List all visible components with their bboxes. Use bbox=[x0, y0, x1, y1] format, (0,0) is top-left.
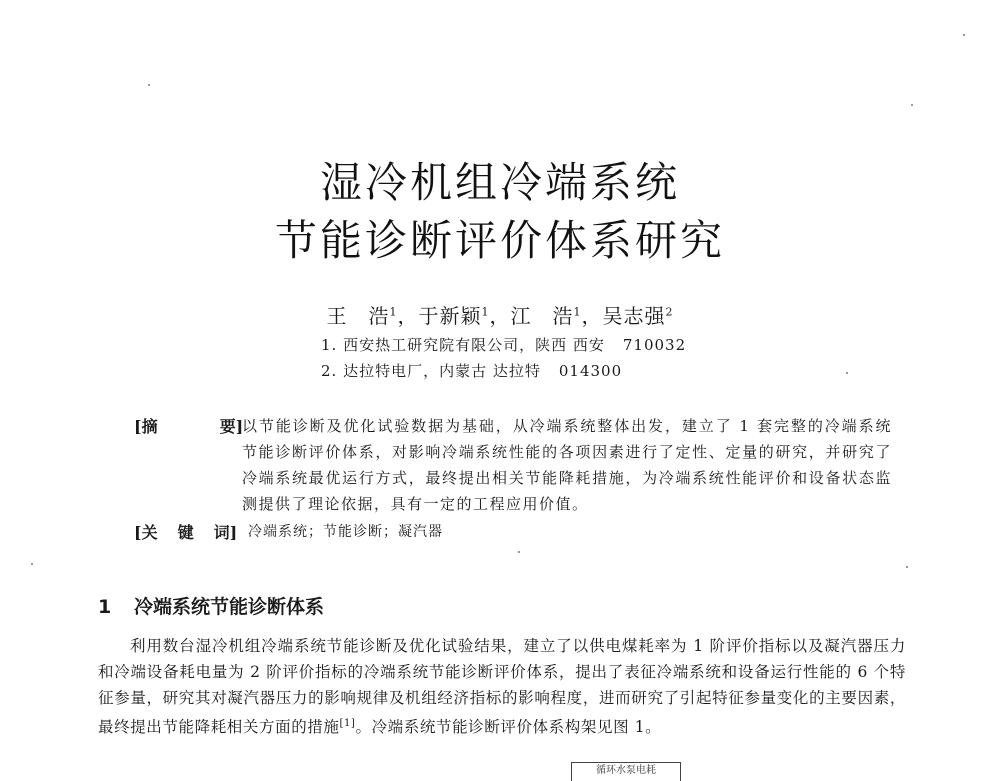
figure-1-top-box: 循环水泵电耗 bbox=[571, 762, 681, 781]
abstract-label-close: 要] bbox=[219, 417, 244, 436]
keywords-label bbox=[134, 520, 237, 543]
affiliation-2 bbox=[321, 360, 622, 381]
section-title: 冷端系统节能诊断体系 bbox=[134, 596, 325, 618]
keywords-label-close: 词] bbox=[213, 523, 238, 542]
scan-speck bbox=[148, 84, 150, 86]
author-name: 江 浩 bbox=[510, 304, 574, 328]
section-number: 1 bbox=[98, 596, 112, 618]
keywords-label-open: [关 bbox=[134, 523, 158, 542]
author-affil-mark: 1 bbox=[573, 305, 582, 319]
author-affil-mark: 2 bbox=[665, 305, 674, 319]
postal-code: 710032 bbox=[622, 336, 687, 354]
paper-title-line-1: 湿冷机组冷端系统 bbox=[319, 158, 680, 207]
author-name: 王 浩 bbox=[326, 304, 390, 328]
affiliation-text: 1. 西安热工研究院有限公司，陕西 西安 bbox=[321, 336, 605, 354]
abstract-label-open: [摘 bbox=[134, 417, 158, 436]
author-list: 王 浩$^1$，于新颖$^1$，江 浩$^1$，吴志强$^2$ bbox=[326, 304, 674, 328]
scan-speck bbox=[911, 104, 913, 106]
body-text-tail: 。冷端系统节能诊断评价体系构架见图 1。 bbox=[355, 718, 662, 737]
body-paragraph bbox=[98, 633, 906, 740]
affiliation-1 bbox=[321, 334, 686, 355]
paper-title-line-2: 节能诊断评价体系研究 bbox=[274, 216, 725, 265]
scan-speck bbox=[31, 563, 33, 565]
section-heading bbox=[98, 592, 324, 619]
keywords-label-mid: 键 bbox=[177, 523, 194, 542]
author-name: 吴志强 bbox=[602, 304, 666, 328]
scan-speck bbox=[906, 566, 908, 568]
author-affil-mark: 1 bbox=[481, 305, 490, 319]
keywords-text: 冷端系统；节能诊断；凝汽器 bbox=[248, 524, 443, 540]
affiliation-text: 2. 达拉特电厂，内蒙古 达拉特 bbox=[321, 362, 541, 380]
author-affil-mark: 1 bbox=[389, 305, 398, 319]
author-name: 于新颖 bbox=[418, 304, 482, 328]
abstract-text: 以节能诊断及优化试验数据为基础，从冷端系统整体出发，建立了 1 套完整的冷端系统节能诊断评价体系，对影响冷端系统性能的各项因素进行了定性、定量的研究，并研究了冷端系统最优运行方式，最终提出相关节能降耗措施，为冷端系统性能评价和设备状态监测提供了理论依据，具有一定的工程应用价值。 bbox=[242, 417, 892, 513]
citation-ref: [1] bbox=[339, 718, 356, 729]
scan-speck bbox=[963, 34, 965, 36]
scan-speck bbox=[846, 372, 848, 374]
scan-speck bbox=[518, 551, 520, 553]
abstract-label bbox=[134, 414, 243, 437]
postal-code: 014300 bbox=[558, 362, 623, 380]
body-text-main: 利用数台湿冷机组冷端系统节能诊断及优化试验结果，建立了以供电煤耗率为 1 阶评价指标以及凝汽器压力和冷端设备耗电量为 2 阶评价指标的冷端系统节能诊断评价体系，提出了表征冷端系统和设备运行性能的 6 个特征参量，研究其对凝汽器压力的影响规律及机组经济指标的影响程度，进而研究了引起特征参量变化的主要因素，最终提出节能降耗相关方面的措施 bbox=[98, 637, 906, 737]
